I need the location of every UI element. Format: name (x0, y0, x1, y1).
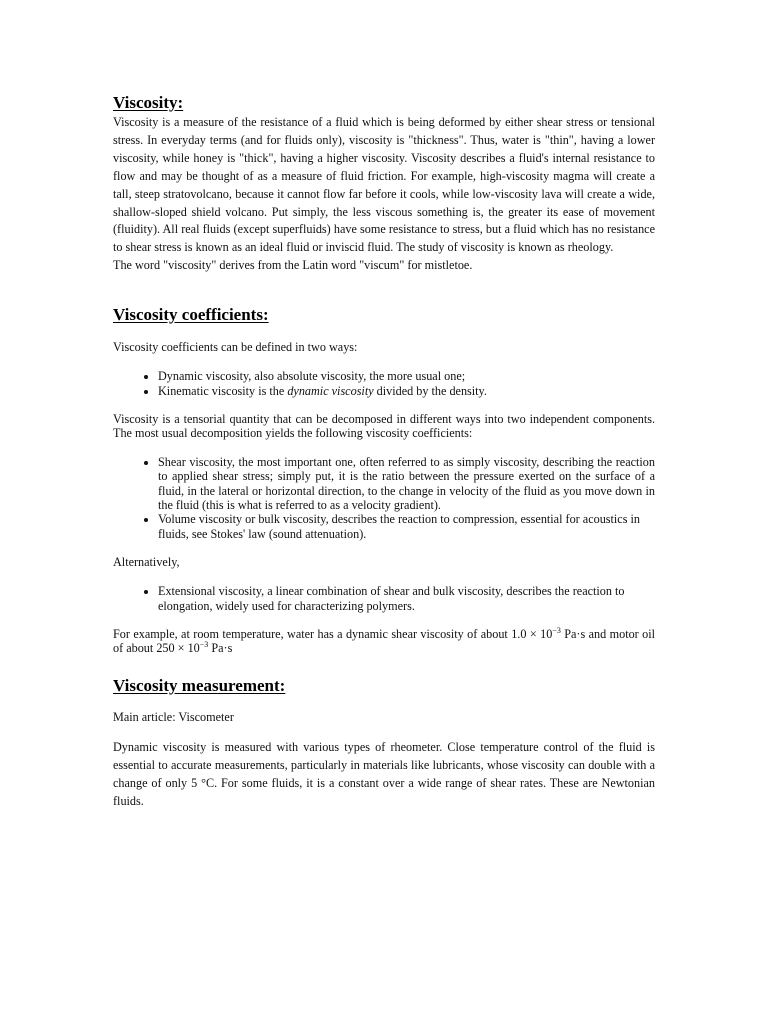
example-exponent-2: −3 (199, 640, 209, 650)
list-item-dynamic-viscosity: • Dynamic viscosity, also absolute viscosity, the more usual one; (158, 369, 655, 383)
decomposition-list (113, 455, 655, 541)
list-item-kinematic-viscosity (158, 384, 655, 398)
heading-viscosity: Viscosity: (113, 93, 184, 112)
example-text-3: Pa·s (208, 641, 233, 656)
example-exponent-1: −3 (552, 626, 561, 636)
etymology-paragraph: The word "viscosity" derives from the Latin word "viscum" for mistletoe. (113, 258, 473, 273)
extensional-list (113, 584, 655, 613)
kinematic-suffix: divided by the density. (373, 383, 487, 398)
coefficients-intro: Viscosity coefficients can be defined in two ways: (113, 340, 358, 355)
example-paragraph (113, 627, 655, 656)
document-page (113, 92, 655, 810)
list-item-shear-viscosity: • Shear viscosity, the most important one, often referred to as simply viscosity, describing the reaction to applied shear stress; simply put, it is the ratio between the pressure exerted on the surface of a fluid, in the lateral or horizontal direction, to the change in velocity of the fluid as you move down in the fluid (this is what is referred to as a velocity gradient). (158, 455, 655, 513)
tensor-paragraph: Viscosity is a tensorial quantity that can be decomposed in different ways into two independent components. The most usual decomposition yields the following viscosity coefficients: (113, 411, 655, 441)
example-text-2: Pa·s and motor oil of about 250 × 10 (113, 627, 655, 656)
kinematic-prefix: Kinematic viscosity is the (158, 383, 288, 398)
kinematic-italic: dynamic viscosity (287, 383, 374, 398)
heading-viscosity-coefficients: Viscosity coefficients: (113, 305, 269, 325)
list-item-extensional-viscosity: • Extensional viscosity, a linear combination of shear and bulk viscosity, describes the reaction to elongation, widely used for characterizing polymers. (158, 584, 655, 613)
alternatively-text: Alternatively, (113, 555, 180, 570)
main-article-note: Main article: Viscometer (113, 709, 234, 724)
example-text-1: For example, at room temperature, water has a dynamic shear viscosity of about 1.0 × 10 (113, 627, 553, 642)
coefficient-types-list (113, 369, 655, 398)
list-item-volume-viscosity: • Volume viscosity or bulk viscosity, describes the reaction to compression, essential for acoustics in fluids, see Stokes' law (sound attenuation). (158, 512, 655, 541)
measurement-paragraph: Dynamic viscosity is measured with various types of rheometer. Close temperature control of the fluid is essential to accurate measurements, particularly in materials like lubricants, whose viscosity can double with a change of only 5 °C. For some fluids, it is a constant over a wide range of shear rates. These are Newtonian fluids. (113, 739, 655, 808)
viscosity-definition-paragraph: Viscosity is a measure of the resistance of a fluid which is being deformed by either shear stress or tensional stress. In everyday terms (and for fluids only), viscosity is "thickness". Thus, water is "thin", having a lower viscosity, while honey is "thick", having a higher viscosity. Viscosity describes a fluid's internal resistance to flow and may be thought of as a measure of fluid friction. For example, high-viscosity magma will create a tall, steep stratovolcano, because it cannot flow far before it cools, while low-viscosity lava will create a wide, shallow-sloped shield volcano. Put simply, the less viscous something is, the greater its ease of movement (fluidity). All real fluids (except superfluids) have some resistance to stress, but a fluid which has no resistance to shear stress is known as an ideal fluid or inviscid fluid. The study of viscosity is known as rheology. (113, 115, 655, 255)
heading-viscosity-measurement: Viscosity measurement: (113, 675, 286, 695)
